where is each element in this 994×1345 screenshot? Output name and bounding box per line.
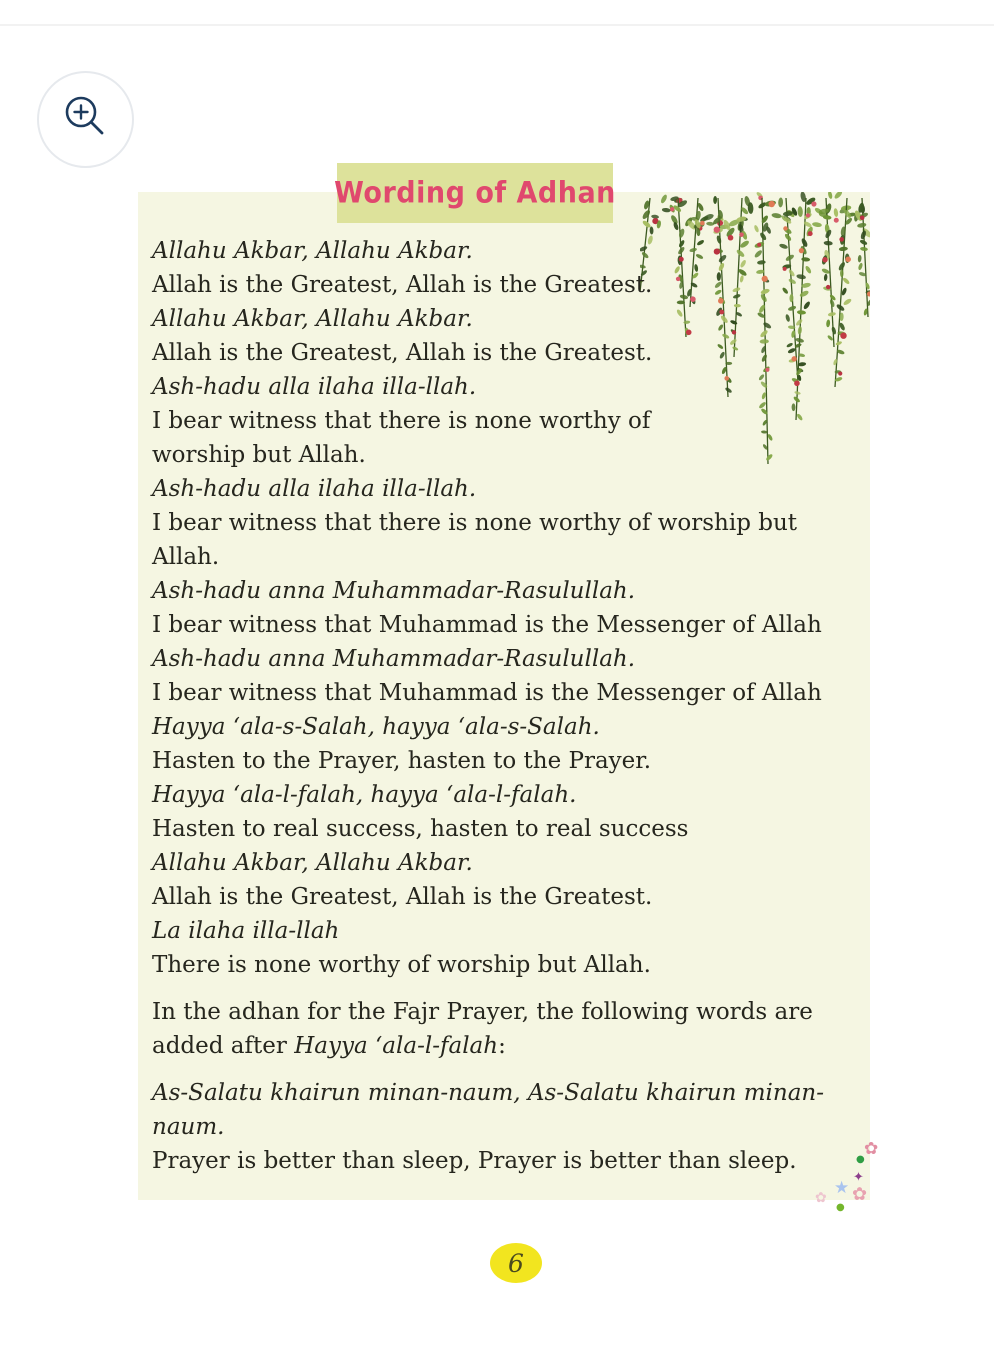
text-line: I bear witness that there is none worthy of worship but <box>152 510 798 536</box>
flower-icon: ✿ <box>852 1184 868 1205</box>
text-line: Allah. <box>152 544 220 570</box>
text-line: Hasten to the Prayer, hasten to the Prayer. <box>152 748 652 774</box>
book-page-image[interactable] <box>138 192 870 1200</box>
text-line: In the adhan for the Fajr Prayer, the following words are <box>152 999 813 1025</box>
top-divider <box>0 24 994 26</box>
flower-icon: ✿ <box>815 1190 827 1206</box>
page-title: Wording of Adhan <box>334 176 616 210</box>
text-line: Prayer is better than sleep, Prayer is better than sleep. <box>152 1148 797 1174</box>
text-line: naum. <box>152 1114 225 1140</box>
text-line: I bear witness that Muhammad is the Messenger of Allah <box>152 612 822 638</box>
zoom-in-button[interactable] <box>37 71 134 168</box>
text-line: La ilaha illa-llah <box>152 918 340 944</box>
text-line: Allah is the Greatest, Allah is the Greatest. <box>152 272 653 298</box>
flower-icon: ✦ <box>853 1170 864 1185</box>
page-number-badge <box>490 1243 542 1283</box>
text-line: I bear witness that Muhammad is the Messenger of Allah <box>152 680 822 706</box>
text-line: Hayya ‘ala-l-falah, hayya ‘ala-l-falah. <box>152 782 577 808</box>
text-line: Ash-hadu alla ilaha illa-llah. <box>152 476 477 502</box>
text-line: There is none worthy of worship but Allah. <box>152 952 651 978</box>
flower-icon: ✿ <box>864 1139 879 1159</box>
zoom-in-icon <box>58 90 114 149</box>
page-text <box>152 234 858 1178</box>
text-line: Ash-hadu anna Muhammadar-Rasulullah. <box>152 646 636 672</box>
flower-icon: ★ <box>834 1178 850 1198</box>
flower-icon: ● <box>856 1154 865 1165</box>
text-line: Allah is the Greatest, Allah is the Greatest. <box>152 340 653 366</box>
text-line: Allahu Akbar, Allahu Akbar. <box>152 238 473 264</box>
text-line: worship but Allah. <box>152 442 366 468</box>
text-line: Ash-hadu anna Muhammadar-Rasulullah. <box>152 578 636 604</box>
text-line: Allah is the Greatest, Allah is the Greatest. <box>152 884 653 910</box>
text-line: Allahu Akbar, Allahu Akbar. <box>152 306 473 332</box>
page-number: 6 <box>508 1248 524 1278</box>
text-line: Allahu Akbar, Allahu Akbar. <box>152 850 473 876</box>
flower-icon: ● <box>836 1202 845 1213</box>
text-line: added after Hayya ‘ala-l-falah: <box>152 1033 506 1059</box>
text-line: Ash-hadu alla ilaha illa-llah. <box>152 374 477 400</box>
text-line: Hayya ‘ala-s-Salah, hayya ‘ala-s-Salah. <box>152 714 600 740</box>
title-banner <box>334 163 616 223</box>
text-line: I bear witness that there is none worthy of <box>152 408 651 434</box>
text-line: Hasten to real success, hasten to real success <box>152 816 689 842</box>
text-line: As-Salatu khairun minan-naum, As-Salatu khairun minan- <box>152 1080 824 1106</box>
